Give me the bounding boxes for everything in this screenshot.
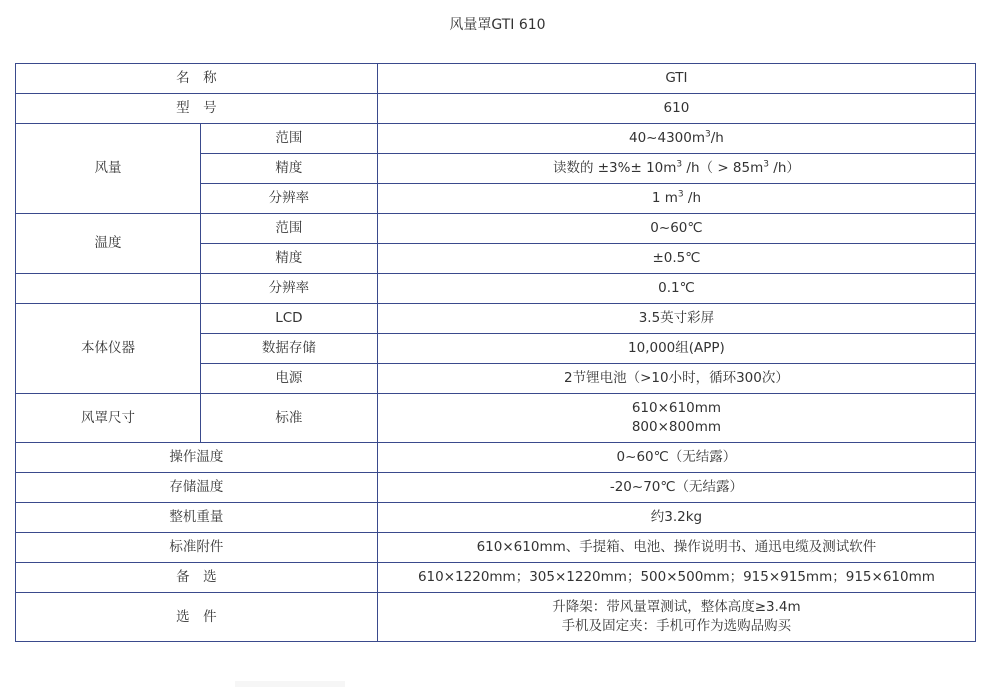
table-row — [16, 64, 976, 94]
row-value-options — [377, 593, 975, 642]
value-text: 40~4300m — [629, 130, 705, 146]
sub-label-airflow-range: 范围 — [200, 124, 377, 154]
sub-label-storage: 数据存储 — [200, 334, 377, 364]
table-row — [16, 214, 976, 244]
row-label-model: 型 号 — [16, 94, 378, 124]
row-value-temp-accuracy: ±0.5℃ — [377, 244, 975, 274]
value-line: 升降架：带风量罩测试，整体高度≥3.4m — [552, 599, 801, 615]
table-row — [16, 94, 976, 124]
row-value-store-temp: -20~70℃（无结露） — [377, 473, 975, 503]
row-label-options: 选 件 — [16, 593, 378, 642]
bottom-divider — [235, 681, 345, 687]
sub-label-airflow-accuracy: 精度 — [200, 154, 377, 184]
unit-text: /h — [710, 130, 724, 146]
row-value-weight: 约3.2kg — [377, 503, 975, 533]
superscript: 3 — [677, 189, 684, 200]
row-label-store-temp: 存储温度 — [16, 473, 378, 503]
superscript: 3 — [763, 159, 769, 170]
value-text: 读数的 ±3%± 10m — [552, 160, 677, 176]
row-value-airflow-range — [377, 124, 975, 154]
table-row — [16, 443, 976, 473]
sub-label-hood-standard: 标准 — [200, 394, 377, 443]
sub-label-lcd: LCD — [200, 304, 377, 334]
row-value-temp-resolution: 0.1℃ — [377, 274, 975, 304]
row-label-accessories: 标准附件 — [16, 533, 378, 563]
row-label-weight: 整机重量 — [16, 503, 378, 533]
row-value-airflow-resolution — [377, 184, 975, 214]
table-row — [16, 304, 976, 334]
row-value-lcd: 3.5英寸彩屏 — [377, 304, 975, 334]
superscript: 3 — [676, 159, 683, 170]
spec-table — [15, 63, 976, 642]
value-line: 手机及固定夹：手机可作为选购品购买 — [561, 618, 792, 634]
sub-label-temp-resolution: 分辨率 — [200, 274, 377, 304]
sub-label-temp-accuracy: 精度 — [200, 244, 377, 274]
value-line: 610×610mm — [631, 400, 721, 416]
table-row — [16, 503, 976, 533]
row-label-op-temp: 操作温度 — [16, 443, 378, 473]
row-value-accessories: 610×610mm、手提箱、电池、操作说明书、通迅电缆及测试软件 — [377, 533, 975, 563]
table-row — [16, 274, 976, 304]
row-label-name: 名 称 — [16, 64, 378, 94]
group-label-temperature: 温度 — [16, 214, 201, 274]
group-label-hood-size: 风罩尺寸 — [16, 394, 201, 443]
sub-label-airflow-resolution: 分辨率 — [200, 184, 377, 214]
table-row — [16, 533, 976, 563]
row-value-storage: 10,000组(APP) — [377, 334, 975, 364]
table-row — [16, 394, 976, 443]
table-row — [16, 124, 976, 154]
row-value-temp-range: 0~60℃ — [377, 214, 975, 244]
row-value-hood-standard — [377, 394, 975, 443]
sub-label-power: 电源 — [200, 364, 377, 394]
unit-text: /h — [683, 190, 702, 206]
group-label-airflow: 风量 — [16, 124, 201, 214]
table-row — [16, 563, 976, 593]
group-label-body: 本体仪器 — [16, 304, 201, 394]
value-line: 800×800mm — [631, 419, 721, 435]
superscript: 3 — [705, 129, 711, 140]
row-value-spare: 610×1220mm；305×1220mm；500×500mm；915×915mm；915×610mm — [377, 563, 975, 593]
row-label-spare: 备 选 — [16, 563, 378, 593]
row-value-model: 610 — [377, 94, 975, 124]
value-text: /h（ > 85m — [682, 160, 764, 176]
sub-label-temp-range: 范围 — [200, 214, 377, 244]
value-text: 1 m — [651, 190, 678, 206]
table-row — [16, 593, 976, 642]
row-value-power: 2节锂电池（>10小时，循环300次） — [377, 364, 975, 394]
row-value-airflow-accuracy — [377, 154, 975, 184]
value-text: /h） — [769, 160, 800, 176]
empty-cell — [16, 274, 201, 304]
row-value-op-temp: 0~60℃（无结露） — [377, 443, 975, 473]
page-title: 风量罩GTI 610 — [449, 17, 546, 33]
table-row — [16, 473, 976, 503]
row-value-name: GTI — [377, 64, 975, 94]
